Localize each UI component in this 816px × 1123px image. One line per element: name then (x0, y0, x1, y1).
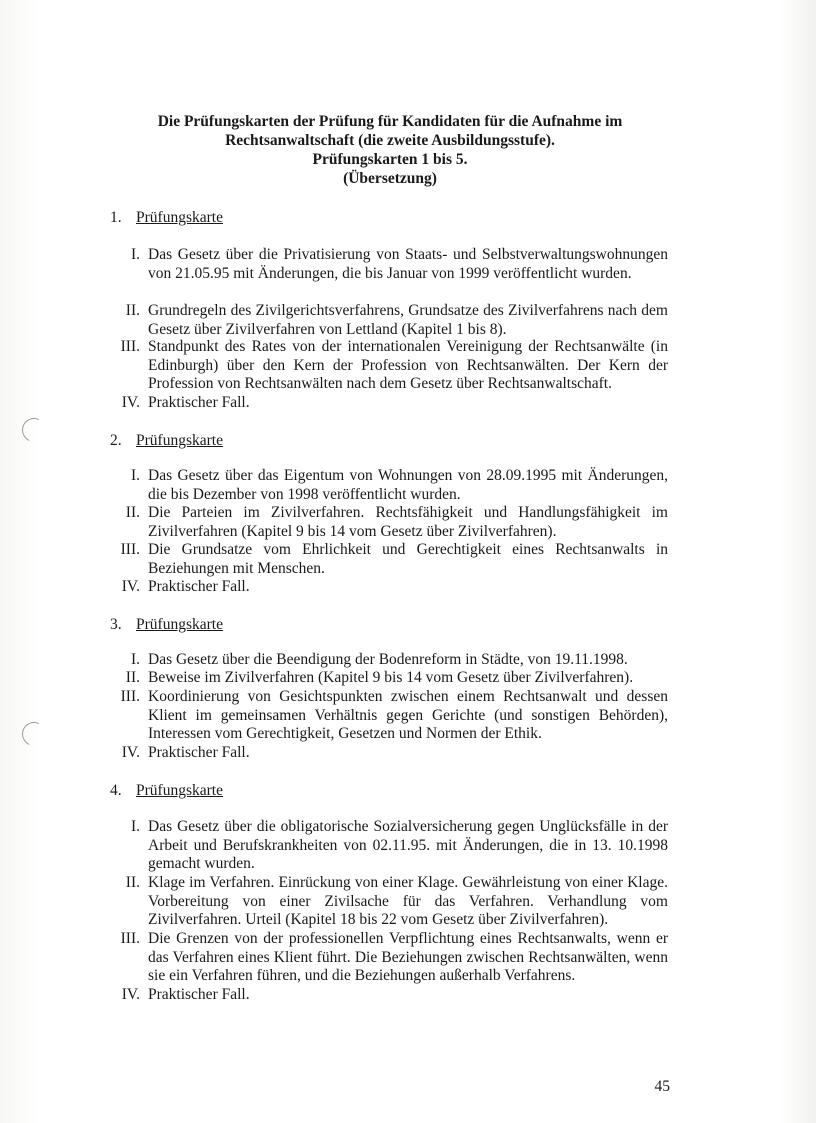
list-item: Standpunkt des Rates von der internationalen Vereinigung der Rechtsanwälte (in Edinburgh) über den Kern der Profession von Rechtsanwälten. Der Kern der Profession von Rechtsanwälten nach dem Gesetz über Rechtsanwaltschaft. (148, 338, 668, 393)
item-numeral: II. (125, 302, 140, 319)
item-numeral: I. (130, 818, 140, 835)
item-numeral: IV. (121, 578, 140, 595)
list-item: Klage im Verfahren. Einrückung von einer Klage. Gewährleistung von einer Klage. Vorbereitung von einer Zivilsache für das Verfahren. Verhandlung vom Zivilverfahren. Urteil (Kapitel 18 bis 22 vom Gesetz über Zivilverfahren). (148, 874, 668, 929)
card-label: Prüfungskarte (136, 432, 223, 449)
item-numeral: I. (130, 246, 140, 263)
list-item: Praktischer Fall. (148, 394, 250, 411)
item-numeral: III. (120, 541, 140, 558)
title-line: Prüfungskarten 1 bis 5. (312, 151, 468, 168)
item-numeral: II. (125, 504, 140, 521)
card-number: 3. (110, 616, 122, 633)
item-numeral: III. (120, 930, 140, 947)
card-label: Prüfungskarte (136, 616, 223, 633)
list-item: Beweise im Zivilverfahren (Kapitel 9 bis 14 vom Gesetz über Zivilverfahren). (148, 669, 634, 686)
list-item: Die Grundsatze vom Ehrlichkeit und Gerechtigkeit eines Rechtsanwalts in Beziehungen mit Menschen. (148, 541, 668, 577)
card-number: 2. (110, 432, 122, 449)
list-item: Das Gesetz über die Privatisierung von Staats- und Selbstverwaltungswohnungen von 21.05.95 mit Änderungen, die bis Januar von 1999 veröffentlicht wurden. (148, 246, 668, 282)
card-number: 1. (110, 209, 122, 226)
list-item: Das Gesetz über das Eigentum von Wohnungen von 28.09.1995 mit Änderungen, die bis Dezember von 1998 veröffentlicht wurden. (148, 467, 668, 503)
item-numeral: III. (120, 688, 140, 705)
title-line: Die Prüfungskarten der Prüfung für Kandidaten für die Aufnahme im (157, 113, 623, 130)
list-item: Praktischer Fall. (148, 744, 250, 761)
list-item: Praktischer Fall. (148, 986, 250, 1003)
punch-hole-mark (19, 415, 50, 446)
list-item: Grundregeln des Zivilgerichtsverfahrens, Grundsatze des Zivilverfahrens nach dem Gesetz über Zivilverfahren von Lettland (Kapitel 1 bis 8). (148, 302, 668, 338)
card-heading (110, 615, 223, 634)
list-item: Das Gesetz über die obligatorische Sozialversicherung gegen Unglücksfälle in der Arbeit und Berufskrankheiten von 02.11.95. mit Änderungen, die in 13. 10.1998 gemacht wurden. (148, 818, 668, 873)
page-number: 45 (654, 1078, 670, 1095)
document-title (120, 112, 660, 188)
title-line: Rechtsanwaltschaft (die zweite Ausbildungsstufe). (225, 132, 555, 149)
item-numeral: III. (120, 338, 140, 355)
item-numeral: I. (130, 467, 140, 484)
card-heading (110, 431, 223, 450)
card-heading (110, 208, 223, 227)
title-line: (Übersetzung) (343, 170, 437, 187)
item-numeral: II. (125, 874, 140, 891)
card-label: Prüfungskarte (136, 209, 223, 226)
list-item: Das Gesetz über die Beendigung der Bodenreform in Städte, von 19.11.1998. (148, 651, 628, 668)
card-heading (110, 781, 223, 800)
item-numeral: II. (125, 669, 140, 686)
item-numeral: I. (130, 651, 140, 668)
list-item: Die Grenzen von der professionellen Verpflichtung eines Rechtsanwalts, wenn er das Verfahren eines Klient führt. Die Beziehungen zwischen Rechtsanwälten, wenn sie ein Verfahren führen, und die Beziehungen außerhalb Verfahrens. (148, 930, 668, 985)
card-number: 4. (110, 782, 122, 799)
card-label: Prüfungskarte (136, 782, 223, 799)
list-item: Die Parteien im Zivilverfahren. Rechtsfähigkeit und Handlungsfähigkeit im Zivilverfahren (Kapitel 9 bis 14 vom Gesetz über Zivilverfahren). (148, 504, 668, 540)
item-numeral: IV. (121, 744, 140, 761)
item-numeral: IV. (121, 394, 140, 411)
punch-hole-mark (19, 719, 50, 750)
item-numeral: IV. (121, 986, 140, 1003)
list-item: Koordinierung von Gesichtspunkten zwischen einem Rechtsanwalt und dessen Klient im gemeinsamen Verhältnis gegen Gerichte (und sonstigen Behörden), Interessen vom Gerechtigkeit, Gesetzen und Normen der Ethik. (148, 688, 668, 743)
list-item: Praktischer Fall. (148, 578, 250, 595)
